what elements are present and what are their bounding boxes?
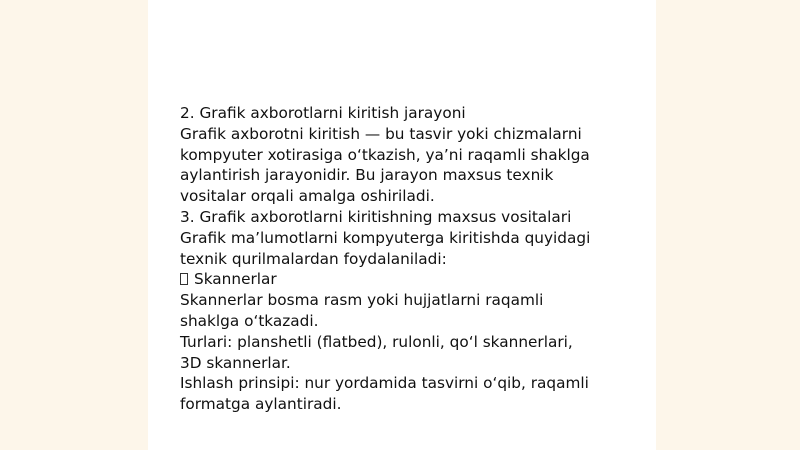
missing-glyph-box-icon [180,273,188,285]
text-line: Ishlash prinsipi: nur yordamida tasvirni o‘qib, raqamli [180,374,589,393]
text-line: 3D skannerlar. [180,353,291,372]
text-line: Turlari: planshetli (flatbed), rulonli, qo‘l skannerlari, [180,332,573,351]
document-body [180,103,650,415]
bullet-item-scanners [180,269,650,290]
text-line: Skannerlar bosma rasm yoki hujjatlarni raqamli [180,291,544,310]
text-line: kompyuter xotirasiga o‘tkazish, ya’ni raqamli shaklga [180,145,590,164]
text-line: shaklga o‘tkazadi. [180,311,319,330]
text-line: vositalar orqali amalga oshiriladi. [180,187,435,206]
text-line: Grafik axborotni kiritish — bu tasvir yoki chizmalarni [180,124,582,143]
text-line: Grafik ma’lumotlarni kompyuterga kiritishda quyidagi [180,228,591,247]
text-line: aylantirish jarayonidir. Bu jarayon maxsus texnik [180,166,554,185]
bullet-label: Skannerlar [194,270,277,289]
section-heading-2: 2. Grafik axborotlarni kiritish jarayoni [180,104,466,122]
text-line: texnik qurilmalardan foydalaniladi: [180,249,447,268]
document-page [148,0,656,450]
section-heading-3: 3. Grafik axborotlarni kiritishning maxsus vositalari [180,207,572,226]
text-line: formatga aylantiradi. [180,395,342,414]
